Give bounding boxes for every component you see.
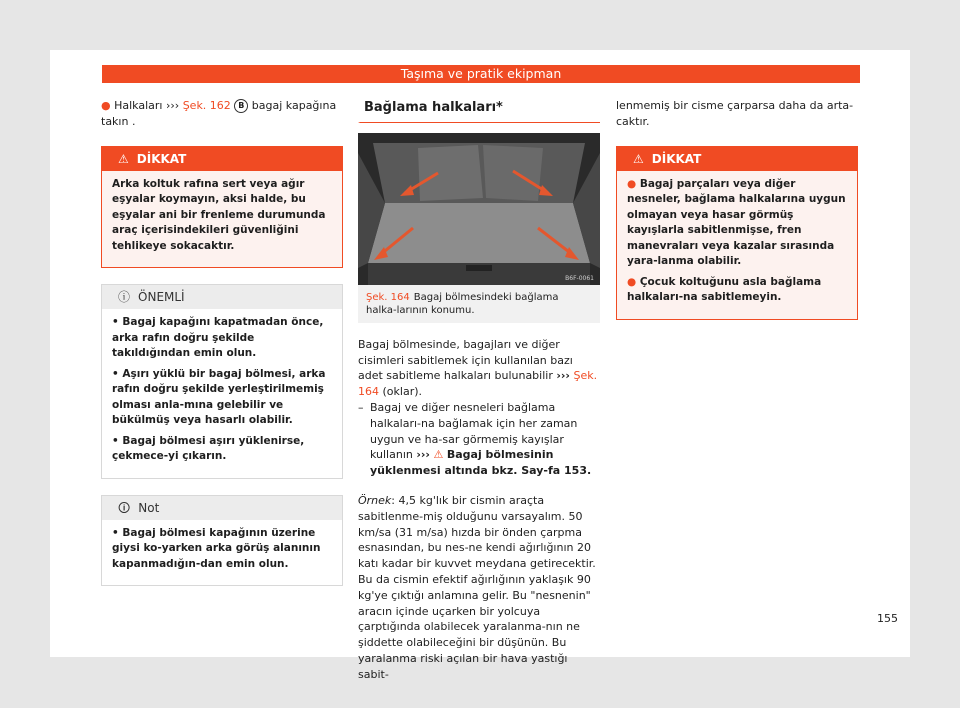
list-item: ● Çocuk koltuğunu asla bağlama halkaları-na sabitlemeyin. [627,275,822,304]
figure [358,133,600,323]
warning-title: DİKKAT [651,151,702,166]
warning-box [616,146,858,320]
list-item: • Bagaj kapağını kapatmadan önce, arka rafın doğru şekilde takıldığından emin olun. [112,316,324,360]
manual-page [50,50,910,681]
page-number: 155 [877,612,898,625]
chapter-header: Taşıma ve pratik ekipman [102,65,860,83]
intro-suffix: bagaj kapağına takın . [101,99,337,128]
warning-header [617,147,857,171]
intro-paragraph [101,98,343,130]
warning-triangle-icon: ⚠ [633,151,644,166]
cross-reference-link[interactable]: Bagaj bölmesinin yüklenmesi altında bkz. Say-fa 153 [370,448,587,478]
list-item: • Aşırı yüklü bir bagaj bölmesi, arka rafın doğru şekilde yerleştirilmemiş olması anla-mına gelebilir ve bükülmüş veya hasarlı olabilir. [112,367,326,427]
note-title: Not [138,500,160,515]
figure-caption [358,285,600,323]
figure-ref-link[interactable]: Şek. 164 [358,369,598,399]
example-text: : 4,5 kg'lık bir cismin araçta sabitlenme-miş olduğunu varsayalım. 50 km/sa (31 m/sa) hızda bir önden çarpma esnasından, bu nes-ne kendi ağırlığının 20 katı kadar bir kuvvet meydana getirecektir. Bu da cismin efektif ağırlığının yaklaşık 90 kg'ye çıktığı anlamına gelir. Bu "nesnenin" aracın içinde uçarken bir yolcuya çarptığında olabilecek yaralanma-nın ne şiddette olabileceğini bir düşünün. Bu yaralanma riski açılan bir hava yastığı sabit- [358,493,596,681]
warning-triangle-icon: ⚠ [118,151,129,166]
warning-body [102,171,342,268]
bullet-icon: ● [101,99,111,112]
important-box [101,284,343,479]
warning-body [617,171,857,319]
ref-arrows: ››› [165,99,180,112]
list-item: • Bagaj bölmesi kapağının üzerine giysi ko-yarken arka görüş alanının kapanmadığın-dan emin olun. [112,526,321,570]
instruction-item: – Bagaj ve diğer nesneleri bağlama halkaları-na bağlamak için her zaman uygun ve ha-sar görmemiş kayışlar kullanın ››› ⚠ Bagaj bölmesinin yüklenmesi altında bkz. Say-fa 153. [358,400,600,479]
important-title: ÖNEMLİ [138,290,185,305]
column-left [101,98,343,586]
section-title: Bağlama halkaları* [358,98,600,123]
continued-paragraph: lenmemiş bir cisme çarparsa daha da arta-caktır. [616,99,854,128]
figure-code: B6F-0061 [565,274,594,282]
note-box [101,495,343,587]
list-item: ● Bagaj parçaları veya diğer nesneler, bağlama halkalarına uygun olmayan veya hasar görmüş kayışlarla sabitlenmişse, fren manevraları veya kazalar sırasında yara-lanma olabilir. [627,177,846,268]
intro-text: Halkaları [114,99,163,112]
caption-text: Bagaj bölmesindeki bağlama halka-larının konumu. [366,291,559,316]
info-circle-icon: ⓘ [118,290,131,305]
list-item: • Bagaj bölmesi aşırı yüklenirse, çekmece-yi çıkarın. [112,434,305,463]
warning-title: DİKKAT [136,151,187,166]
callout-badge: B [234,99,248,113]
column-right [616,98,858,320]
example-paragraph [358,493,600,683]
warning-text: Arka koltuk rafına sert veya ağır eşyalar koymayın, aksi halde, bu eşyalar ani bir frenleme durumunda araç içerisindekileri güvenliğini tehlikeye sokacaktır. [112,177,326,252]
column-middle [358,98,600,683]
body-paragraph: Bagaj bölmesinde, bagajları ve diğer cisimleri sabitlemek için kullanılan bazı adet sabitleme halkaları bulunabilir ››› Şek. 164 (oklar). [358,337,598,399]
warning-box [101,146,343,269]
warning-triangle-icon: ⚠ [433,448,444,462]
note-header [102,496,342,520]
ref-arrows: ››› [556,369,570,383]
figure-ref-link[interactable]: Şek. 162 [182,99,231,112]
caption-number: Şek. 164 [366,291,410,303]
warning-header [102,147,342,171]
important-header [102,285,342,309]
note-body [102,520,342,586]
ref-arrows: ››› [416,448,430,462]
example-label: Örnek [358,493,392,507]
important-body [102,309,342,478]
trunk-illustration [358,133,600,285]
note-icon: 🛈 [118,500,131,515]
